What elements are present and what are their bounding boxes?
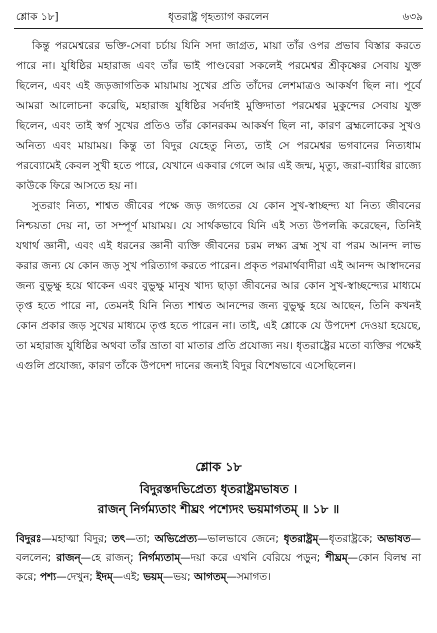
- synonym-meaning: —ভয়;: [162, 571, 194, 583]
- header-page-number: ৬৩৯: [402, 11, 423, 23]
- synonym-term: অভিপ্রেত্য: [154, 533, 198, 545]
- paragraph: সুতরাং নিত্য, শাশ্বত জীবের পক্ষে জড় জগতের যে কোন সুখ-স্বাচ্ছন্দ্য যা নিত্য জীবনের নিশ্চয়তা দেয় না, তা সম্পূর্ণ মায়াময়। যে সার্থকভাবে যিনি এই সত্য উপলব্ধি করেছেন, তিনিই যথার্থ জ্ঞানী, এবং এই ধরনের জ্ঞানী ব্যক্তি জীবনের চরম লক্ষ্য ব্রহ্ম সুখ বা পরম আনন্দ লাভ করার জন্য যে কোন জড় সুখ পরিত্যাগ করতে পারেন। প্রকৃত পরমার্থবাদীরা এই আনন্দ আস্বাদনের জন্য বুভুক্ষু হয়ে থাকেন এবং বুভুক্ষু মানুষ খাদ্য ছাড়া জীবনের আর কোন সুখ-স্বাচ্ছন্দ্যের মাধ্যমে তৃপ্ত হতে পারে না, তেমনই যিনি নিত্য শাশ্বত আনন্দের জন্য বুভুক্ষু হয়ে আছেন, তিনি কখনই কোন প্রকার জড় সুখের মাধ্যমে তৃপ্ত হতে পারেন না। তাই, এই শ্লোকে যে উপদেশ দেওয়া হয়েছে, তা মহারাজ যুধিষ্ঠির অথবা তাঁর ভ্রাতা বা মাতার প্রতি প্রযোজ্য নয়। ধৃতরাষ্ট্রের মতো ব্যক্তির পক্ষেই এগুলি প্রযোজ্য, কারণ তাঁকে উপদেশ দানের জন্যই বিদুর বিশেষভাবে এসেছিলেন।: [16, 200, 421, 372]
- synonym-term: রাজন্: [56, 552, 81, 564]
- synonym-meaning: —এই;: [112, 571, 144, 583]
- synonym-meaning: —বললেন;: [16, 533, 421, 564]
- synonym-term: আগতম্: [193, 571, 227, 583]
- synonym-meaning: —কোন বিলম্ব না করে;: [16, 552, 422, 583]
- synonym-term: ভয়ম্: [143, 571, 163, 583]
- synonym-meaning: —দেখুন;: [56, 571, 97, 583]
- synonym-meaning: —তা;: [125, 533, 155, 545]
- running-header: [14, 8, 423, 29]
- synonym-meaning: —মহাত্মা বিদুর;: [41, 533, 112, 545]
- synonym-term: শীঘ্রম্: [325, 552, 348, 564]
- verse-heading: শ্লোক ১৮: [195, 459, 242, 474]
- paragraph: কিন্তু পরমেশ্বরের ভক্তি-সেবা চর্চায় যিনি সদা জাগ্রত, মায়া তাঁর ওপর প্রভাব বিস্তার করতে পারে না। যুধিষ্ঠির মহারাজ এবং তাঁর ভাই পাণ্ডবেরা সকলেই পরমেশ্বর শ্রীকৃষ্ণের সেবায় যুক্ত ছিলেন, এবং এই জড়জাগতিক মায়ামায় সুখের প্রতি তাঁদের লেশমাত্রও আকর্ষণ ছিল না। পূর্বে আমরা আলোচনা করেছি, মহারাজ যুধিষ্ঠির সর্বদাই মুক্তিদাতা পরমেশ্বর মুকুন্দের সেবায় যুক্ত ছিলেন, এবং তাই স্বর্গ সুখের প্রতিও তাঁর কোনরকম আকর্ষণ ছিল না, কারণ ব্রহ্মলোকের সুখও অনিত্য এবং মায়াময়। কিন্তু তা বিদুর যেহেতু নিত্য, তাই সে পরমেশ্বর ভগবানের নিত্যধাম পরব্যোমেই কেবল সুখী হতে পারে, যেখানে একবার গেলে আর এই জন্ম, মৃত্যু, জরা-ব্যাধির রাজ্যে কাউকে ফিরে আসতে হয় না।: [16, 40, 422, 192]
- synonym-term: ইদম্: [96, 571, 113, 583]
- verse-line-1: বিদুরস্তদভিপ্রেত্য ধৃতরাষ্ট্রমভাষত ।: [139, 482, 298, 496]
- word-meanings: [16, 530, 421, 587]
- synonym-meaning: —ভালভাবে জেনে;: [197, 533, 284, 545]
- synonym-term: তৎ: [111, 533, 126, 545]
- synonym-meaning: —সমাগত।: [226, 571, 271, 583]
- synonym-meaning: —হে রাজন্;: [80, 552, 139, 564]
- header-verse-ref: শ্লোক ১৮]: [16, 11, 59, 23]
- synonym-term: নির্গম্যতাম্: [138, 552, 181, 564]
- synonym-term: বিদুরঃ: [16, 533, 42, 545]
- purport-text: [16, 36, 421, 376]
- synonym-term: ধৃতরাষ্ট্রম্: [283, 533, 319, 545]
- verse-line-2: রাজন্ নির্গম্যতাং শীঘ্রং পশ্যেদং ভয়মাগতম্ ॥ ১৮ ॥: [97, 502, 340, 516]
- synonym-term: অভাষত: [377, 533, 411, 545]
- synonym-meaning: —ধৃতরাষ্ট্রকে;: [318, 533, 378, 545]
- synonym-term: পশ্য: [39, 571, 57, 583]
- header-chapter-title: ধৃতরাষ্ট্র গৃহত্যাগ করলেন: [168, 11, 269, 23]
- sanskrit-verse: [0, 479, 437, 519]
- synonym-meaning: —দয়া করে এখনি বেরিয়ে পড়ুন;: [180, 552, 326, 564]
